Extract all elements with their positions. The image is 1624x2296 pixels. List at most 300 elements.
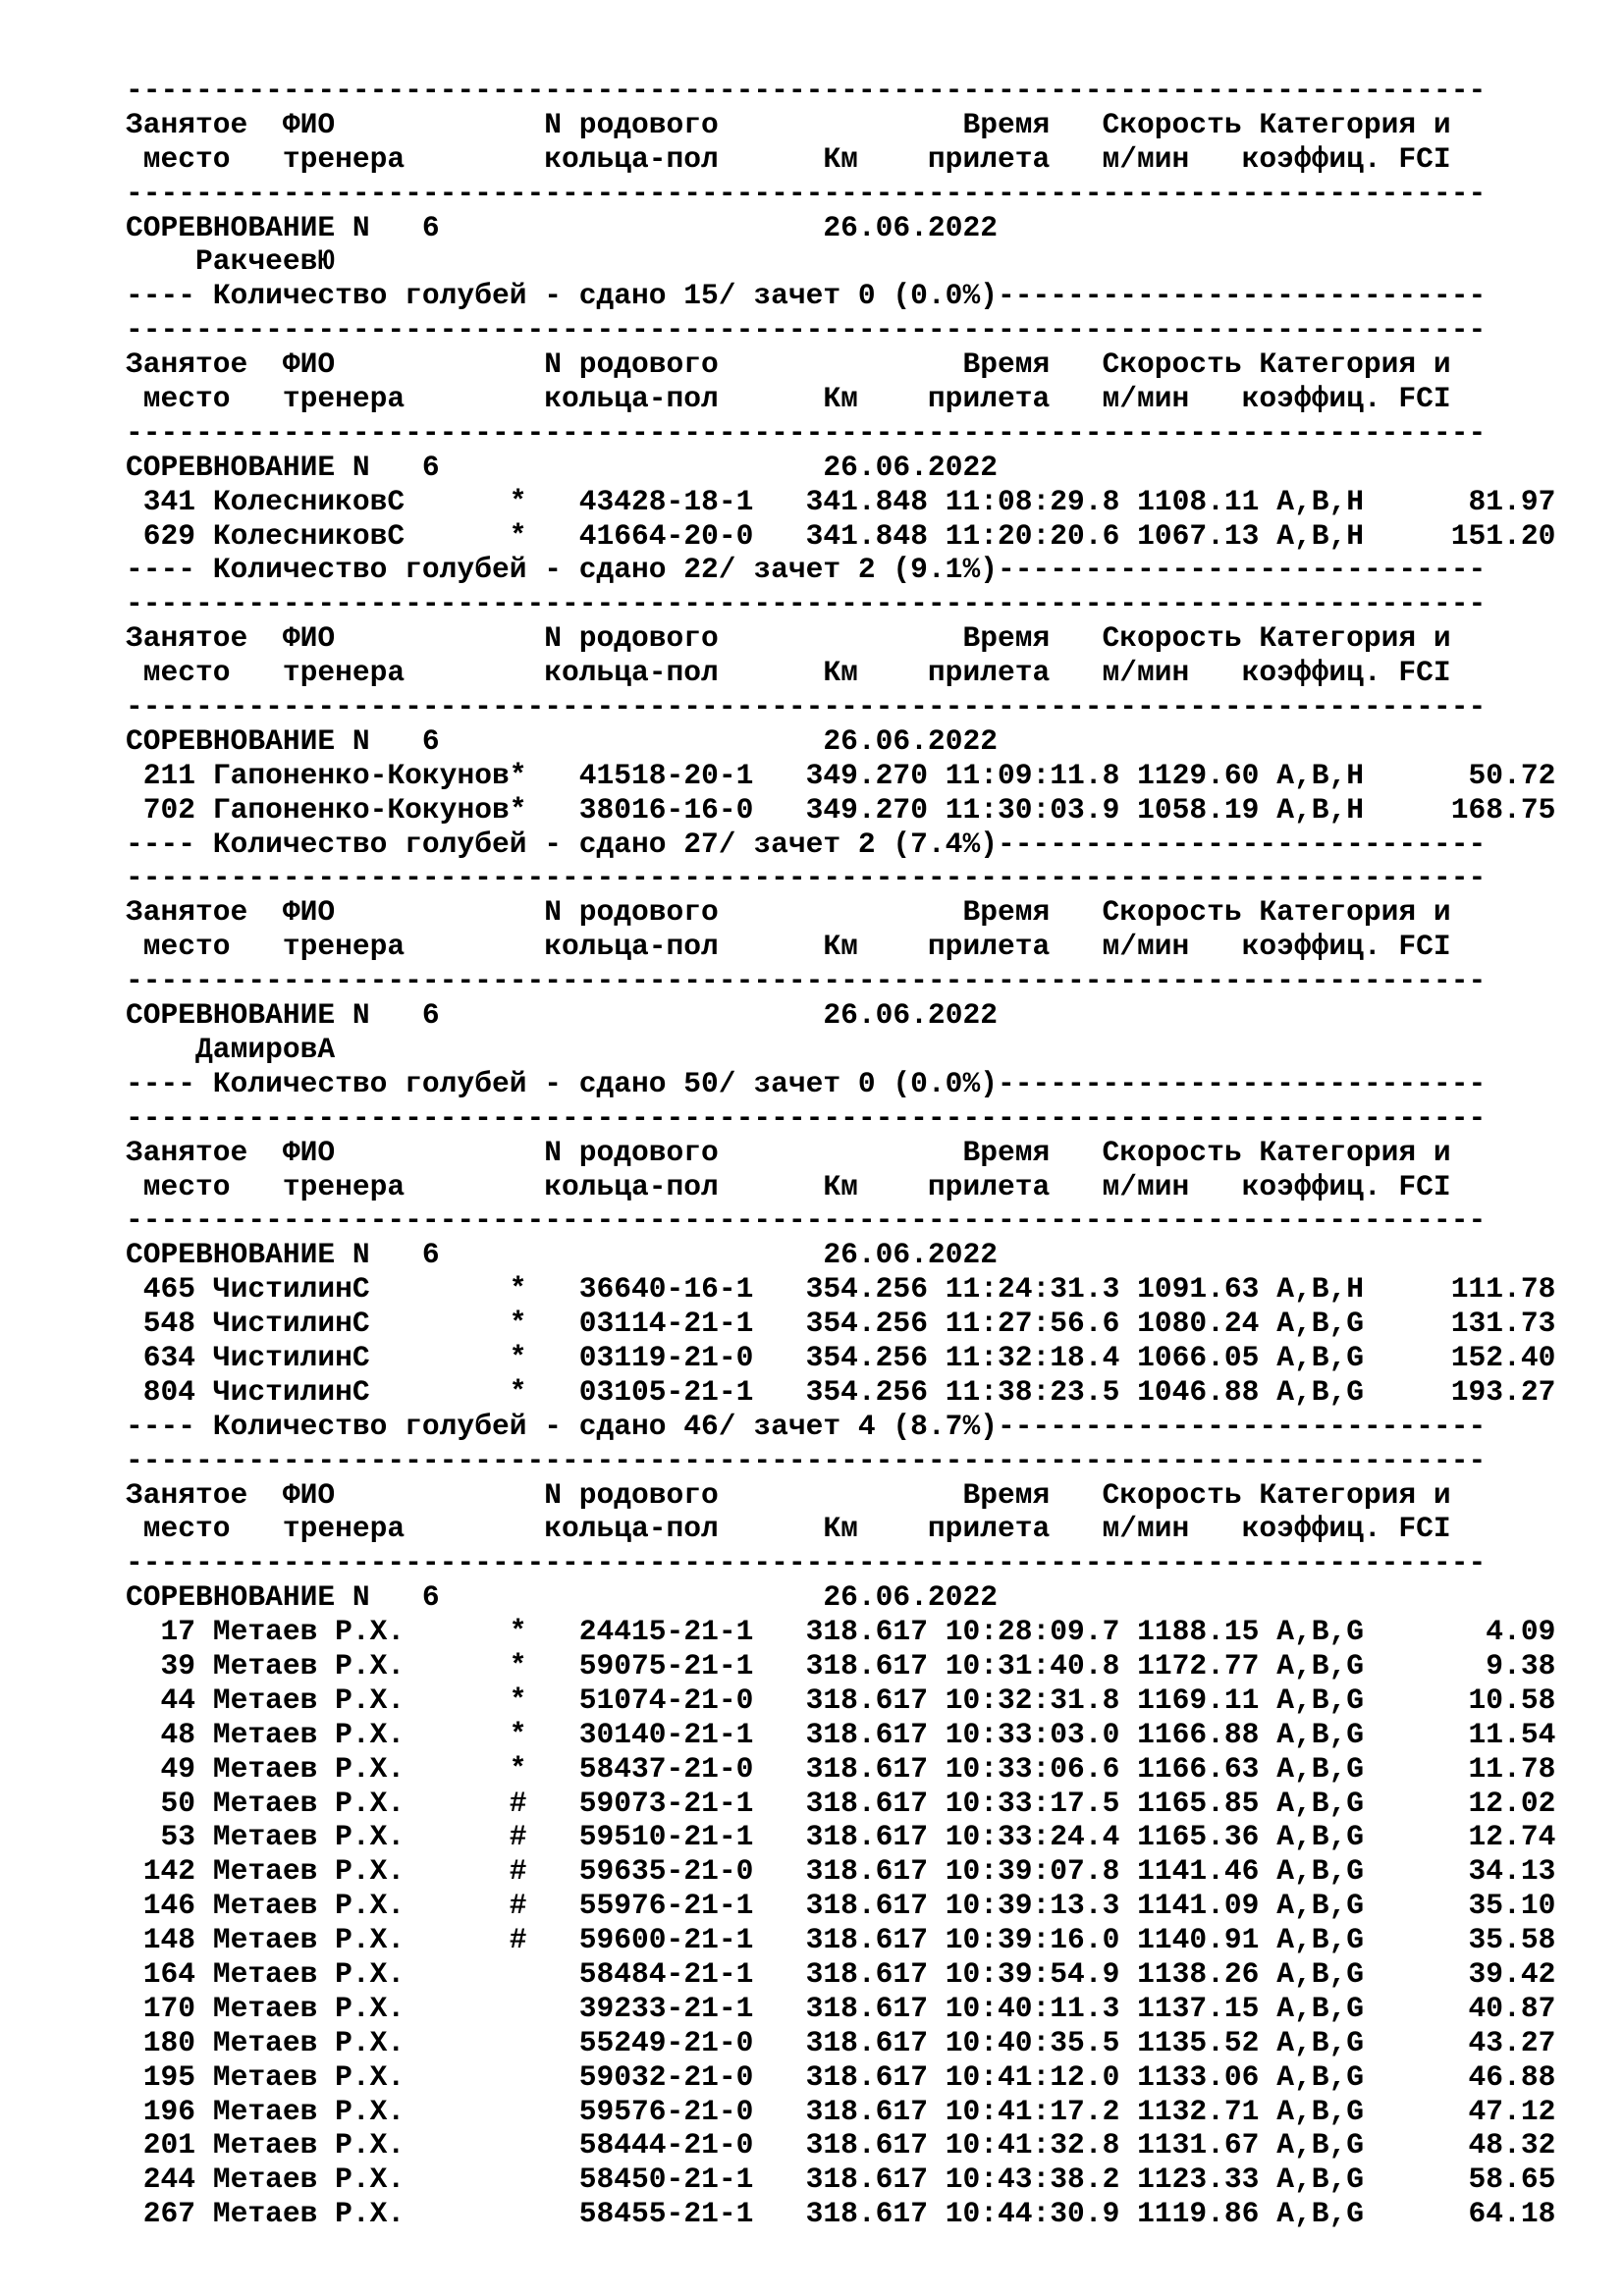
spacer [1119,1752,1137,1786]
result-row [126,1992,1555,2026]
category: A,B,G [1276,1648,1364,1682]
arrival-time: 10:41:17.2 [945,2094,1120,2128]
place: 53 [126,1820,196,1854]
column-header: место тренера кольца-пол Км прилета м/мин коэффиц. FCI [126,656,1451,690]
spacer [753,485,805,518]
place: 50 [126,1786,196,1820]
category: A,B,H [1276,484,1364,518]
fci: 111.78 [1363,1272,1556,1307]
place: 49 [126,1751,196,1786]
trainer-name: Гапоненко-Кокунов [212,758,510,792]
spacer [1119,1615,1137,1648]
result-row [126,1649,1555,1683]
spacer [195,1992,213,2025]
ring-number: 58484-21-1 [578,1956,754,1991]
spacer [753,1752,805,1786]
trainer-line [126,1033,1555,1067]
distance-km: 318.617 [805,2025,928,2059]
spacer [1259,2026,1276,2059]
distance-km: 354.256 [805,1307,928,1341]
spacer [753,1854,805,1888]
mark: * [509,1374,527,1409]
category: A,B,G [1276,1307,1364,1341]
competition-date: 26.06.2022 [823,450,998,484]
arrival-time: 10:40:11.3 [945,1991,1120,2025]
arrival-time: 10:44:30.9 [945,2197,1120,2231]
distance-km: 318.617 [805,1991,928,2025]
speed: 1137.15 [1137,1991,1260,2025]
place: 39 [126,1648,196,1682]
spacer [1259,2060,1276,2094]
category: A,B,G [1276,2025,1364,2059]
ring-number: 30140-21-1 [578,1717,754,1751]
spacer [753,1375,805,1409]
column-header: Занятое ФИО N родового Время Скорость Категория и [126,1135,1451,1169]
spacer [928,1787,946,1820]
distance-km: 318.617 [805,1751,928,1786]
ring-number: 36640-16-1 [578,1272,754,1307]
spacer [1259,759,1276,792]
rule: ------------------------------------------------------------------------------ [126,74,1487,107]
spacer [928,1923,946,1956]
spacer [753,1820,805,1853]
fci: 131.73 [1363,1307,1556,1341]
spacer [928,1649,946,1682]
spacer [195,1752,213,1786]
column-header-line-2 [126,1170,1555,1204]
ring-number: 24415-21-1 [578,1615,754,1649]
rule: ------------------------------------------------------------------------------ [126,1100,1487,1135]
spacer [195,2095,213,2128]
mark: # [509,1854,527,1889]
column-header-line-2 [126,1512,1555,1546]
speed: 1140.91 [1137,1923,1260,1957]
results-report [126,74,1555,2231]
rule-line [126,416,1555,451]
arrival-time: 10:41:12.0 [945,2059,1120,2094]
category: A,B,G [1276,1889,1364,1923]
column-header-line-2 [126,656,1555,690]
place: 164 [126,1956,196,1991]
spacer [1259,1615,1276,1648]
spacer [195,519,213,553]
ring-number: 41664-20-0 [578,518,754,553]
spacer [1259,1307,1276,1340]
mark: * [509,1751,527,1786]
fci: 43.27 [1363,2025,1556,2059]
competition-label: СОРЕВНОВАНИЕ N 6 [126,450,440,484]
mark: * [509,1648,527,1682]
spacer [1119,759,1137,792]
column-header-line-1 [126,1136,1555,1170]
rule-line [126,313,1555,347]
ring-number: 59075-21-1 [578,1648,754,1682]
spacer [195,2026,213,2059]
spacer [1259,1787,1276,1820]
column-header-line-2 [126,382,1555,416]
competition-line [126,998,1555,1033]
speed: 1108.11 [1137,484,1260,518]
arrival-time: 11:24:31.3 [945,1272,1120,1307]
place: 201 [126,2128,196,2163]
distance-km: 318.617 [805,1682,928,1717]
spacer [195,1683,213,1717]
category: A,B,H [1276,518,1364,553]
spacer [928,2026,946,2059]
column-header: Занятое ФИО N родового Время Скорость Категория и [126,347,1451,382]
spacer [1119,1718,1137,1751]
spacer [1259,1752,1276,1786]
spacer [195,1272,213,1306]
speed: 1135.52 [1137,2025,1260,2059]
result-row [126,1854,1555,1889]
spacer [1259,1272,1276,1306]
spacer [753,1683,805,1717]
fci: 39.42 [1363,1956,1556,1991]
place: 629 [126,518,196,553]
spacer [526,2163,578,2196]
spacer [928,2128,946,2162]
spacer [526,1820,578,1853]
spacer [1119,1787,1137,1820]
distance-km: 341.848 [805,484,928,518]
spacer [1259,1718,1276,1751]
column-header: место тренера кольца-пол Км прилета м/мин коэффиц. FCI [126,141,1451,176]
category: A,B,H [1276,1272,1364,1307]
result-row [126,1307,1555,1341]
spacer [1119,1307,1137,1340]
distance-km: 318.617 [805,2094,928,2128]
competition-label: СОРЕВНОВАНИЕ N 6 [126,1238,440,1272]
rule-line [126,587,1555,621]
spacer [928,1992,946,2025]
mark: # [509,1820,527,1854]
spacer [753,2163,805,2196]
arrival-time: 11:09:11.8 [945,758,1120,792]
fci: 152.40 [1363,1340,1556,1374]
spacer [753,2095,805,2128]
spacer [753,1341,805,1374]
spacer [928,1718,946,1751]
spacer [1119,2163,1137,2196]
fci: 193.27 [1363,1374,1556,1409]
ring-number: 38016-16-0 [578,792,754,827]
result-row [126,1923,1555,1957]
result-row [126,1272,1555,1307]
ring-number: 59510-21-1 [578,1820,754,1854]
category: A,B,G [1276,2059,1364,2094]
rule-line [126,1101,1555,1136]
category: A,B,G [1276,2197,1364,2231]
trainer-name: Метаев Р.Х. [212,2094,510,2128]
trainer-line [126,244,1555,279]
spacer [753,1272,805,1306]
fci: 11.78 [1363,1751,1556,1786]
mark [510,2026,527,2059]
competition-date: 26.06.2022 [823,998,998,1033]
speed: 1132.71 [1137,2094,1260,2128]
spacer [526,1923,578,1956]
result-row [126,2095,1555,2129]
place: 634 [126,1340,196,1374]
speed: 1138.26 [1137,1956,1260,1991]
speed: 1067.13 [1137,518,1260,553]
mark: * [509,1272,527,1307]
speed: 1188.15 [1137,1615,1260,1649]
arrival-time: 11:32:18.4 [945,1340,1120,1374]
ring-number: 58455-21-1 [578,2197,754,2231]
ring-number: 59576-21-0 [578,2094,754,2128]
ring-number: 43428-18-1 [578,484,754,518]
spacer [928,793,946,827]
mark [510,1957,527,1991]
distance-km: 318.617 [805,1820,928,1854]
spacer [440,998,824,1032]
spacer [928,1272,946,1306]
mark [510,2095,527,2128]
distance-km: 318.617 [805,1956,928,1991]
trainer-name: ДамировА [195,1032,336,1066]
spacer [928,485,946,518]
fci: 12.74 [1363,1820,1556,1854]
speed: 1080.24 [1137,1307,1260,1341]
place: 267 [126,2197,196,2231]
spacer [440,1238,824,1271]
speed: 1133.06 [1137,2059,1260,2094]
spacer [195,1820,213,1853]
column-header-line-2 [126,930,1555,964]
spacer [195,1957,213,1991]
trainer-name: Метаев Р.Х. [212,2025,510,2059]
spacer [195,1649,213,1682]
rule: ------------------------------------------------------------------------------ [126,1443,1487,1477]
distance-km: 318.617 [805,1648,928,1682]
rule-line [126,964,1555,998]
spacer [1119,485,1137,518]
spacer [753,1957,805,1991]
fci: 47.12 [1363,2094,1556,2128]
speed: 1141.46 [1137,1854,1260,1889]
rule: ------------------------------------------------------------------------------ [126,690,1487,724]
mark: * [509,1717,527,1751]
fci: 40.87 [1363,1991,1556,2025]
spacer [1259,2163,1276,2196]
spacer [526,519,578,553]
distance-km: 318.617 [805,1786,928,1820]
speed: 1165.85 [1137,1786,1260,1820]
distance-km: 318.617 [805,2059,928,2094]
spacer [1119,1992,1137,2025]
spacer [195,2060,213,2094]
spacer [753,759,805,792]
column-header-line-1 [126,895,1555,930]
spacer [928,759,946,792]
spacer [195,759,213,792]
trainer-name: Метаев Р.Х. [212,2163,510,2197]
rule-line [126,861,1555,895]
spacer [526,1957,578,1991]
spacer [195,1787,213,1820]
spacer [1119,2197,1137,2230]
spacer [1259,1683,1276,1717]
fci: 10.58 [1363,1682,1556,1717]
spacer [753,1923,805,1956]
spacer [928,2197,946,2230]
spacer [526,1889,578,1922]
spacer [753,2128,805,2162]
trainer-name: Метаев Р.Х. [212,1615,510,1649]
speed: 1129.60 [1137,758,1260,792]
fci: 64.18 [1363,2197,1556,2231]
ring-number: 41518-20-1 [578,758,754,792]
trainer-name: КолесниковС [212,484,510,518]
spacer [195,1375,213,1409]
competition-label: СОРЕВНОВАНИЕ N 6 [126,723,440,758]
competition-line [126,724,1555,759]
column-header: место тренера кольца-пол Км прилета м/мин коэффиц. FCI [126,382,1451,416]
spacer [928,1683,946,1717]
result-row [126,1752,1555,1787]
spacer [195,1341,213,1374]
fci: 9.38 [1363,1648,1556,1682]
result-row [126,2197,1555,2231]
spacer [1259,485,1276,518]
speed: 1131.67 [1137,2128,1260,2163]
arrival-time: 11:38:23.5 [945,1374,1120,1409]
fci: 58.65 [1363,2163,1556,2197]
spacer [1259,1992,1276,2025]
ring-number: 59600-21-1 [578,1923,754,1957]
spacer [928,2163,946,2196]
fci: 151.20 [1363,518,1556,553]
competition-line [126,451,1555,485]
category: A,B,G [1276,1717,1364,1751]
arrival-time: 10:40:35.5 [945,2025,1120,2059]
summary-line [126,828,1555,862]
trainer-name: Метаев Р.Х. [212,1820,510,1854]
speed: 1119.86 [1137,2197,1260,2231]
speed: 1091.63 [1137,1272,1260,1307]
result-row [126,519,1555,554]
spacer [195,1307,213,1340]
mark [510,2060,527,2094]
ring-number: 58437-21-0 [578,1751,754,1786]
column-header-line-1 [126,108,1555,142]
speed: 1123.33 [1137,2163,1260,2197]
column-header: место тренера кольца-пол Км прилета м/мин коэффиц. FCI [126,1169,1451,1203]
fci: 35.58 [1363,1923,1556,1957]
speed: 1172.77 [1137,1648,1260,1682]
spacer [1119,793,1137,827]
trainer-name: ЧистилинС [212,1272,510,1307]
competition-label: СОРЕВНОВАНИЕ N 6 [126,1580,440,1615]
trainer-name: КолесниковС [212,518,510,553]
arrival-time: 10:31:40.8 [945,1648,1120,1682]
spacer [195,1615,213,1648]
arrival-time: 10:39:13.3 [945,1889,1120,1923]
arrival-time: 10:33:17.5 [945,1786,1120,1820]
spacer [526,1307,578,1340]
rule: ------------------------------------------------------------------------------ [126,176,1487,210]
competition-label: СОРЕВНОВАНИЕ N 6 [126,210,440,244]
spacer [928,1957,946,1991]
rule: ------------------------------------------------------------------------------ [126,1203,1487,1238]
trainer-name: ЧистилинС [212,1340,510,1374]
spacer [928,519,946,553]
rule-line [126,74,1555,108]
trainer-name: ЧистилинС [212,1307,510,1341]
spacer [440,1580,824,1614]
spacer [1259,2128,1276,2162]
place: 146 [126,1889,196,1923]
category: A,B,G [1276,1923,1364,1957]
column-header: Занятое ФИО N родового Время Скорость Категория и [126,895,1451,930]
spacer [1259,1341,1276,1374]
competition-date: 26.06.2022 [823,1580,998,1615]
arrival-time: 10:43:38.2 [945,2163,1120,2197]
spacer [753,793,805,827]
summary-line [126,279,1555,313]
spacer [753,2197,805,2230]
spacer [753,1889,805,1922]
distance-km: 318.617 [805,1615,928,1649]
category: A,B,G [1276,1682,1364,1717]
spacer [753,2026,805,2059]
spacer [1259,2095,1276,2128]
spacer [1119,1957,1137,1991]
spacer [928,2095,946,2128]
mark: * [509,792,527,827]
spacer [526,485,578,518]
category: A,B,G [1276,1374,1364,1409]
spacer [1119,1375,1137,1409]
trainer-name: Метаев Р.Х. [212,1717,510,1751]
fci: 168.75 [1363,792,1556,827]
spacer [195,1718,213,1751]
place: 17 [126,1615,196,1649]
spacer [195,1854,213,1888]
arrival-time: 10:41:32.8 [945,2128,1120,2163]
spacer [195,1889,213,1922]
spacer [753,1718,805,1751]
rule: ------------------------------------------------------------------------------ [126,587,1487,621]
place: 180 [126,2025,196,2059]
summary: ---- Количество голубей - сдано 15/ зачет 0 (0.0%)---------------------------- [126,279,1487,313]
mark [510,2128,527,2162]
spacer [526,2060,578,2094]
trainer-name: РакчеевЮ [195,244,336,279]
place: 804 [126,1374,196,1409]
place: 548 [126,1307,196,1341]
trainer-name: Метаев Р.Х. [212,1682,510,1717]
spacer [1119,519,1137,553]
spacer [753,1615,805,1648]
speed: 1058.19 [1137,792,1260,827]
rule-line [126,177,1555,211]
category: A,B,H [1276,792,1364,827]
spacer [753,519,805,553]
rule: ------------------------------------------------------------------------------ [126,415,1487,450]
spacer [526,1683,578,1717]
fci: 34.13 [1363,1854,1556,1889]
rule-line [126,1546,1555,1580]
result-row [126,2026,1555,2060]
arrival-time: 11:30:03.9 [945,792,1120,827]
spacer [526,1649,578,1682]
fci: 50.72 [1363,758,1556,792]
competition-label: СОРЕВНОВАНИЕ N 6 [126,998,440,1033]
fci: 11.54 [1363,1717,1556,1751]
